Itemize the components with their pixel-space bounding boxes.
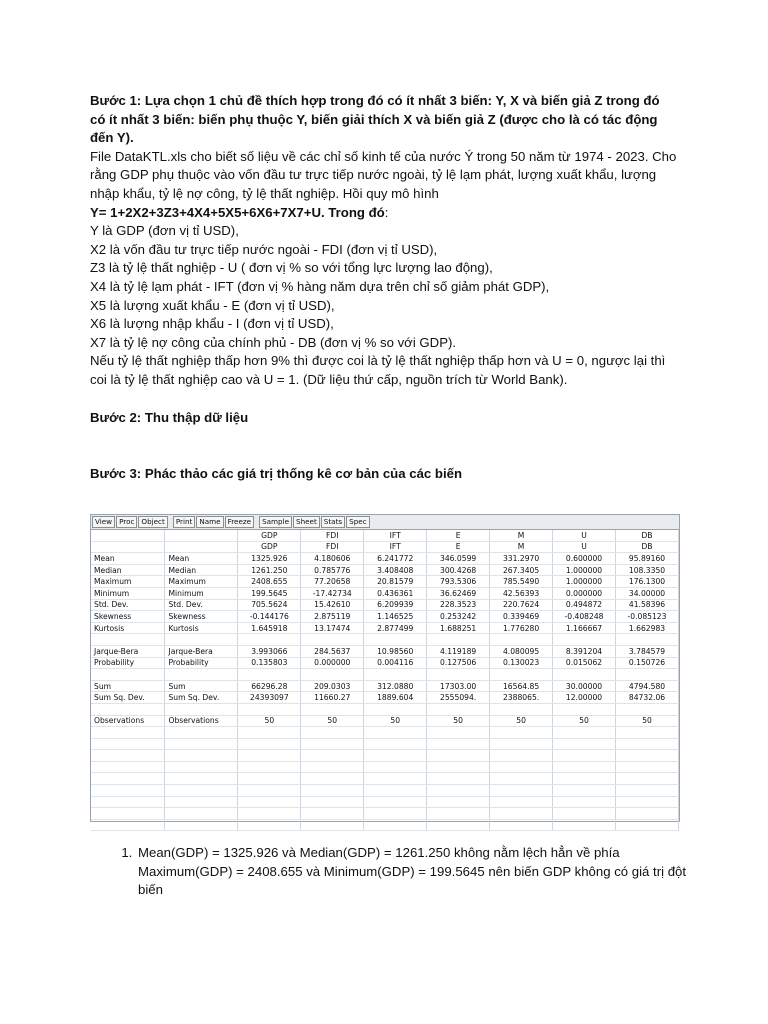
table-cell [165, 738, 238, 750]
table-cell [615, 750, 678, 762]
table-cell: Jarque-Bera [91, 645, 165, 657]
table-cell: Maximum [165, 576, 238, 588]
table-row [91, 634, 679, 646]
table-cell: 11660.27 [301, 692, 364, 704]
table-cell: 20.81579 [364, 576, 427, 588]
table-cell [301, 796, 364, 808]
table-cell: 267.3405 [490, 564, 553, 576]
table-cell: GDP [238, 541, 301, 553]
table-cell [364, 669, 427, 681]
table-cell [91, 634, 165, 646]
table-cell: 3.784579 [615, 645, 678, 657]
table-cell: FDI [301, 530, 364, 541]
table-cell: 346.0599 [427, 553, 490, 565]
var-x2: X2 là vốn đầu tư trực tiếp nước ngoài - FDI (đơn vị tỉ USD), [90, 241, 438, 257]
table-cell [165, 541, 238, 553]
table-row [91, 622, 679, 634]
table-cell: 50 [490, 715, 553, 727]
table-cell: IFT [364, 530, 427, 541]
table-cell [238, 727, 301, 739]
table-cell: 209.0303 [301, 680, 364, 692]
table-row [91, 773, 679, 785]
table-cell [364, 727, 427, 739]
step1-title: Bước 1: Lựa chọn 1 chủ đề thích hợp trong đó có ít nhất 3 biến: Y, X và biến giả Z trong đó có ít nhất 3 biến: biến phụ thuộc Y, biến giải thích X và biến giả Z (được cho là có tác động đến Y). [90, 93, 660, 146]
var-y: Y là GDP (đơn vị tỉ USD), [90, 223, 239, 239]
model-equation: Y= 1+2X2+3Z3+4X4+5X5+6X6+7X7+U. Trong đó [90, 204, 385, 220]
table-cell [301, 819, 364, 831]
table-cell [301, 738, 364, 750]
table-cell: 4.180606 [301, 553, 364, 565]
table-cell: 10.98560 [364, 645, 427, 657]
table-cell: 284.5637 [301, 645, 364, 657]
table-cell: 0.785776 [301, 564, 364, 576]
table-cell [490, 785, 553, 797]
table-cell: Median [91, 564, 165, 576]
table-cell [91, 808, 165, 820]
table-cell: 793.5306 [427, 576, 490, 588]
table-row [91, 587, 679, 599]
spec-button[interactable]: Spec [346, 516, 370, 528]
table-cell: 50 [615, 715, 678, 727]
table-cell: Probability [165, 657, 238, 669]
table-cell [490, 750, 553, 762]
table-cell [91, 727, 165, 739]
var-x6: X6 là lượng nhập khẩu - I (đơn vị tỉ USD), [90, 316, 334, 332]
table-cell: 0.004116 [364, 657, 427, 669]
table-cell: 0.339469 [490, 611, 553, 623]
table-cell [364, 761, 427, 773]
table-cell [91, 796, 165, 808]
table-cell [553, 750, 616, 762]
table-cell: 17303.00 [427, 680, 490, 692]
table-cell [427, 669, 490, 681]
table-cell: 108.3350 [615, 564, 678, 576]
table-cell: 84732.06 [615, 692, 678, 704]
table-cell: 66296.28 [238, 680, 301, 692]
table-cell: 34.00000 [615, 587, 678, 599]
table-cell [364, 750, 427, 762]
table-cell [165, 808, 238, 820]
descriptive-stats-table [90, 514, 680, 822]
table-row [91, 715, 679, 727]
table-cell: 1.000000 [553, 564, 616, 576]
table-cell: 228.3523 [427, 599, 490, 611]
table-cell [165, 819, 238, 831]
var-x7: X7 là tỷ lệ nợ công của chính phủ - DB (đơn vị % so với GDP). [90, 334, 457, 350]
table-cell [615, 808, 678, 820]
table-cell: 2.875119 [301, 611, 364, 623]
table-cell [165, 761, 238, 773]
table-cell: 15.42610 [301, 599, 364, 611]
table-cell: 0.127506 [427, 657, 490, 669]
table-cell: 95.89160 [615, 553, 678, 565]
table-cell [165, 796, 238, 808]
table-cell: Sum [91, 680, 165, 692]
table-cell: FDI [301, 541, 364, 553]
table-cell: 13.17474 [301, 622, 364, 634]
table-cell [427, 819, 490, 831]
table-row [91, 611, 679, 623]
table-cell [427, 738, 490, 750]
table-row [91, 576, 679, 588]
table-cell: 1.662983 [615, 622, 678, 634]
proc-button[interactable]: Proc [116, 516, 137, 528]
table-cell [301, 761, 364, 773]
table-row [91, 796, 679, 808]
table-cell: U [553, 541, 616, 553]
table-cell: 50 [427, 715, 490, 727]
table-cell: 3.993066 [238, 645, 301, 657]
table-cell [615, 785, 678, 797]
table-cell [553, 703, 616, 715]
table-cell: Maximum [91, 576, 165, 588]
table-cell [165, 703, 238, 715]
table-cell [427, 703, 490, 715]
view-button[interactable]: View [92, 516, 115, 528]
table-cell: Skewness [91, 611, 165, 623]
table-cell [91, 541, 165, 553]
table-row [91, 808, 679, 820]
table-cell [165, 727, 238, 739]
table-row [91, 599, 679, 611]
table-cell [490, 796, 553, 808]
table-cell: 41.58396 [615, 599, 678, 611]
table-cell [238, 796, 301, 808]
table-cell [553, 773, 616, 785]
table-cell [553, 669, 616, 681]
table-cell: 220.7624 [490, 599, 553, 611]
stats-grid [91, 530, 679, 831]
table-cell: 50 [238, 715, 301, 727]
table-cell [301, 750, 364, 762]
table-cell: Sum Sq. Dev. [165, 692, 238, 704]
table-cell: 6.241772 [364, 553, 427, 565]
notes-list [108, 844, 708, 900]
table-cell: 4794.580 [615, 680, 678, 692]
table-cell [91, 703, 165, 715]
table-cell: 3.408408 [364, 564, 427, 576]
table-cell [301, 727, 364, 739]
table-cell: Kurtosis [91, 622, 165, 634]
table-cell: DB [615, 530, 678, 541]
table-cell: 16564.85 [490, 680, 553, 692]
table-row [91, 564, 679, 576]
table-cell [91, 669, 165, 681]
table-row [91, 703, 679, 715]
table-cell [165, 750, 238, 762]
table-cell: 785.5490 [490, 576, 553, 588]
table-cell: 0.494872 [553, 599, 616, 611]
table-cell [553, 761, 616, 773]
table-cell [490, 808, 553, 820]
table-cell [427, 634, 490, 646]
model-colon: : [384, 204, 389, 220]
freeze-button[interactable]: Freeze [225, 516, 254, 528]
table-cell [301, 669, 364, 681]
table-cell [238, 773, 301, 785]
table-cell [553, 727, 616, 739]
table-cell: Minimum [165, 587, 238, 599]
table-cell [165, 634, 238, 646]
table-cell: 30.00000 [553, 680, 616, 692]
table-cell [427, 785, 490, 797]
table-cell: 24393097 [238, 692, 301, 704]
table-cell [490, 634, 553, 646]
table-cell: Observations [165, 715, 238, 727]
table-cell [427, 761, 490, 773]
table-cell: 0.135803 [238, 657, 301, 669]
table-cell [91, 530, 165, 541]
table-row [91, 761, 679, 773]
note-item: 1. Mean(GDP) = 1325.926 và Median(GDP) = 1261.250 không nằm lệch hẳn về phía Maximum(GDP) = 2408.655 và Minimum(GDP) = 199.5645 nên biến GDP không có giá trị đột biến [136, 844, 708, 900]
table-cell [553, 819, 616, 831]
table-cell [615, 796, 678, 808]
table-cell [165, 669, 238, 681]
table-cell [364, 785, 427, 797]
table-cell: 6.209939 [364, 599, 427, 611]
table-cell: Skewness [165, 611, 238, 623]
table-row [91, 785, 679, 797]
table-header-row [91, 541, 679, 553]
table-cell [427, 796, 490, 808]
table-row [91, 553, 679, 565]
table-row [91, 657, 679, 669]
table-cell [301, 703, 364, 715]
document-body [90, 92, 680, 484]
table-cell [238, 738, 301, 750]
table-cell: GDP [238, 530, 301, 541]
table-cell [364, 819, 427, 831]
table-cell: Median [165, 564, 238, 576]
table-cell: Minimum [91, 587, 165, 599]
table-cell [238, 703, 301, 715]
print-button[interactable]: Print [173, 516, 196, 528]
table-cell [91, 738, 165, 750]
table-cell [615, 761, 678, 773]
table-cell [615, 634, 678, 646]
table-cell: E [427, 530, 490, 541]
table-cell: 1889.604 [364, 692, 427, 704]
table-cell: 300.4268 [427, 564, 490, 576]
table-cell: Mean [91, 553, 165, 565]
table-cell: M [490, 541, 553, 553]
table-cell [490, 761, 553, 773]
table-cell: 0.000000 [301, 657, 364, 669]
table-cell [301, 634, 364, 646]
table-cell [427, 808, 490, 820]
table-cell [238, 750, 301, 762]
table-cell [91, 750, 165, 762]
table-row [91, 738, 679, 750]
var-z3: Z3 là tỷ lệ thất nghiệp - U ( đơn vị % so với tổng lực lượng lao động), [90, 260, 493, 276]
sheet-button[interactable]: Sheet [293, 516, 320, 528]
table-cell: 0.600000 [553, 553, 616, 565]
table-cell: 77.20658 [301, 576, 364, 588]
table-cell: Sum [165, 680, 238, 692]
table-cell [238, 785, 301, 797]
table-cell: 312.0880 [364, 680, 427, 692]
object-button[interactable]: Object [138, 516, 167, 528]
table-cell: 0.130023 [490, 657, 553, 669]
table-row [91, 680, 679, 692]
var-x4: X4 là tỷ lệ lạm phát - IFT (đơn vị % hàng năm dựa trên chỉ số giảm phát GDP), [90, 278, 550, 294]
table-row [91, 692, 679, 704]
table-cell: 4.119189 [427, 645, 490, 657]
table-cell [301, 808, 364, 820]
table-cell [553, 785, 616, 797]
table-cell: 705.5624 [238, 599, 301, 611]
table-cell: 42.56393 [490, 587, 553, 599]
stats-button[interactable]: Stats [321, 516, 345, 528]
table-cell: 0.000000 [553, 587, 616, 599]
table-cell [364, 703, 427, 715]
table-cell: Sum Sq. Dev. [91, 692, 165, 704]
table-cell: 0.015062 [553, 657, 616, 669]
table-row [91, 750, 679, 762]
table-cell [490, 727, 553, 739]
table-cell [301, 773, 364, 785]
step2-title: Bước 2: Thu thập dữ liệu [90, 409, 249, 425]
table-cell [490, 669, 553, 681]
table-cell: Std. Dev. [91, 599, 165, 611]
table-cell: 2.877499 [364, 622, 427, 634]
table-cell [238, 634, 301, 646]
table-cell [615, 727, 678, 739]
table-cell [91, 819, 165, 831]
table-cell [553, 634, 616, 646]
table-cell [91, 761, 165, 773]
table-cell [238, 669, 301, 681]
table-cell: 1.645918 [238, 622, 301, 634]
table-cell [301, 785, 364, 797]
table-cell [490, 819, 553, 831]
table-row [91, 669, 679, 681]
model-line [90, 204, 680, 223]
table-cell: 2555094. [427, 692, 490, 704]
table-cell [364, 808, 427, 820]
table-cell [91, 785, 165, 797]
table-cell: 0.150726 [615, 657, 678, 669]
table-cell [490, 738, 553, 750]
table-cell: Std. Dev. [165, 599, 238, 611]
table-cell: 36.62469 [427, 587, 490, 599]
table-cell [364, 634, 427, 646]
table-cell: 1.000000 [553, 576, 616, 588]
table-cell [490, 773, 553, 785]
table-cell [615, 738, 678, 750]
eviews-toolbar [91, 515, 679, 530]
table-cell: 8.391204 [553, 645, 616, 657]
table-cell [165, 785, 238, 797]
table-cell [364, 738, 427, 750]
table-row [91, 645, 679, 657]
table-cell: Mean [165, 553, 238, 565]
table-cell: DB [615, 541, 678, 553]
table-row [91, 819, 679, 831]
table-cell: -0.085123 [615, 611, 678, 623]
table-cell [364, 773, 427, 785]
table-cell [238, 808, 301, 820]
table-cell: 1.776280 [490, 622, 553, 634]
sample-button[interactable]: Sample [259, 516, 292, 528]
table-cell: IFT [364, 541, 427, 553]
table-cell [615, 669, 678, 681]
table-cell [165, 530, 238, 541]
table-cell: U [553, 530, 616, 541]
table-cell [615, 773, 678, 785]
table-cell [91, 773, 165, 785]
table-cell: 4.080095 [490, 645, 553, 657]
table-cell [553, 796, 616, 808]
dummy-note: Nếu tỷ lệ thất nghiệp thấp hơn 9% thì được coi là tỷ lệ thất nghiệp thấp hơn và U = 0, ngược lại thì coi là tỷ lệ thất nghiệp cao và U = 1. (Dữ liệu thứ cấp, nguồn trích từ World Bank). [90, 353, 666, 387]
table-cell: 1.146525 [364, 611, 427, 623]
table-cell [238, 819, 301, 831]
table-cell [553, 738, 616, 750]
table-cell: 2388065. [490, 692, 553, 704]
table-cell: -0.408248 [553, 611, 616, 623]
table-cell [165, 773, 238, 785]
table-cell: 0.436361 [364, 587, 427, 599]
table-cell [615, 819, 678, 831]
table-cell [364, 796, 427, 808]
table-cell: -17.42734 [301, 587, 364, 599]
table-cell [238, 761, 301, 773]
table-cell: 1.688251 [427, 622, 490, 634]
table-cell: -0.144176 [238, 611, 301, 623]
table-cell: 199.5645 [238, 587, 301, 599]
name-button[interactable]: Name [196, 516, 223, 528]
table-cell [490, 703, 553, 715]
step3-title: Bước 3: Phác thảo các giá trị thống kê cơ bản của các biến [90, 466, 463, 482]
table-cell: 0.253242 [427, 611, 490, 623]
table-cell: 1261.250 [238, 564, 301, 576]
table-cell [427, 773, 490, 785]
table-cell: Probability [91, 657, 165, 669]
table-row [91, 727, 679, 739]
table-cell: 2408.655 [238, 576, 301, 588]
table-cell: M [490, 530, 553, 541]
table-cell: 1325.926 [238, 553, 301, 565]
table-header-row [91, 530, 679, 541]
table-cell: 1.166667 [553, 622, 616, 634]
table-cell: Kurtosis [165, 622, 238, 634]
table-cell [427, 727, 490, 739]
table-cell: 50 [301, 715, 364, 727]
table-cell: Observations [91, 715, 165, 727]
table-cell: 50 [553, 715, 616, 727]
var-x5: X5 là lượng xuất khẩu - E (đơn vị tỉ USD), [90, 297, 335, 313]
table-cell: 50 [364, 715, 427, 727]
table-cell [615, 703, 678, 715]
table-cell [427, 750, 490, 762]
table-cell: 331.2970 [490, 553, 553, 565]
table-cell: 176.1300 [615, 576, 678, 588]
table-cell: Jarque-Bera [165, 645, 238, 657]
intro-paragraph: File DataKTL.xls cho biết số liệu về các chỉ số kinh tế của nước Ý trong 50 năm từ 1974 - 2023. Cho rằng GDP phụ thuộc vào vốn đầu tư trực tiếp nước ngoài, tỷ lệ lạm phát, lượng xuất khẩu, lượng nhập khẩu, tỷ lệ nợ công, tỷ lệ thất nghiệp. Hồi quy mô hình [90, 148, 677, 201]
table-cell: E [427, 541, 490, 553]
table-cell: 12.00000 [553, 692, 616, 704]
table-cell [553, 808, 616, 820]
